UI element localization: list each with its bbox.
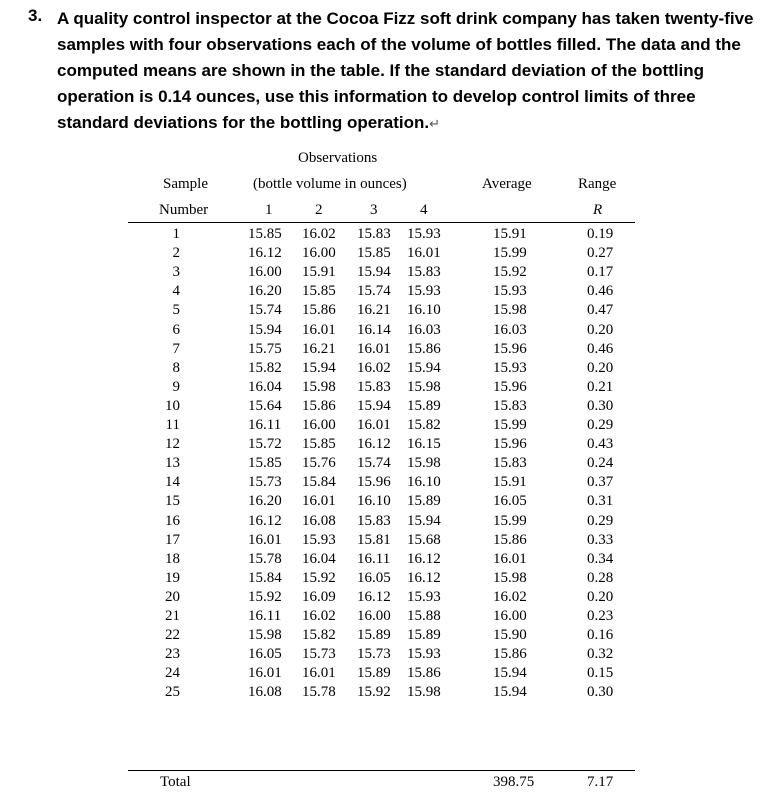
sample-average: 15.98 bbox=[493, 570, 527, 586]
observation-4: 15.82 bbox=[407, 417, 441, 433]
sample-average: 15.83 bbox=[493, 455, 527, 471]
observation-2: 16.09 bbox=[302, 589, 336, 605]
header-obs-3: 3 bbox=[370, 202, 378, 218]
observation-4: 15.68 bbox=[407, 532, 441, 548]
sample-range: 0.37 bbox=[587, 474, 614, 490]
observation-1: 15.92 bbox=[248, 589, 282, 605]
observation-3: 15.85 bbox=[357, 245, 391, 261]
observation-3: 15.89 bbox=[357, 627, 391, 643]
observation-4: 15.94 bbox=[407, 513, 441, 529]
sample-average: 15.91 bbox=[493, 226, 527, 242]
observation-2: 16.01 bbox=[302, 493, 336, 509]
sample-range: 0.30 bbox=[587, 398, 614, 414]
sample-average: 15.99 bbox=[493, 245, 527, 261]
observation-4: 15.89 bbox=[407, 493, 441, 509]
sample-average: 16.03 bbox=[493, 322, 527, 338]
sample-average: 15.96 bbox=[493, 379, 527, 395]
sample-range: 0.27 bbox=[587, 245, 614, 261]
header-rule bbox=[128, 222, 635, 223]
observation-4: 16.12 bbox=[407, 570, 441, 586]
observation-1: 16.11 bbox=[248, 608, 282, 624]
paragraph-mark-icon: ↵ bbox=[429, 116, 441, 131]
total-average: 398.75 bbox=[493, 774, 535, 790]
sample-average: 15.96 bbox=[493, 341, 527, 357]
observation-4: 15.98 bbox=[407, 455, 441, 471]
observation-4: 16.01 bbox=[407, 245, 441, 261]
observation-3: 16.14 bbox=[357, 322, 391, 338]
sample-range: 0.16 bbox=[587, 627, 614, 643]
observation-4: 15.93 bbox=[407, 283, 441, 299]
sample-range: 0.29 bbox=[587, 417, 614, 433]
observation-2: 16.01 bbox=[302, 322, 336, 338]
observation-4: 15.86 bbox=[407, 665, 441, 681]
observation-3: 15.94 bbox=[357, 264, 391, 280]
observation-3: 16.10 bbox=[357, 493, 391, 509]
sample-number: 21 bbox=[165, 608, 180, 624]
observation-4: 15.98 bbox=[407, 684, 441, 700]
sample-range: 0.46 bbox=[587, 341, 614, 357]
sample-range: 0.43 bbox=[587, 436, 614, 452]
sample-number: 25 bbox=[165, 684, 180, 700]
sample-number: 5 bbox=[172, 302, 180, 318]
observation-3: 15.83 bbox=[357, 379, 391, 395]
total-rule bbox=[128, 770, 635, 771]
sample-range: 0.29 bbox=[587, 513, 614, 529]
observation-4: 16.10 bbox=[407, 302, 441, 318]
observation-2: 15.84 bbox=[302, 474, 336, 490]
observation-2: 16.04 bbox=[302, 551, 336, 567]
observation-1: 15.64 bbox=[248, 398, 282, 414]
observation-4: 15.93 bbox=[407, 646, 441, 662]
header-sample: Sample bbox=[163, 176, 208, 192]
sample-number: 7 bbox=[172, 341, 180, 357]
observation-4: 15.88 bbox=[407, 608, 441, 624]
sample-average: 16.02 bbox=[493, 589, 527, 605]
observation-4: 15.89 bbox=[407, 398, 441, 414]
sample-number: 17 bbox=[165, 532, 180, 548]
sample-average: 16.01 bbox=[493, 551, 527, 567]
header-obs-4: 4 bbox=[420, 202, 428, 218]
observation-4: 16.10 bbox=[407, 474, 441, 490]
observation-3: 16.12 bbox=[357, 436, 391, 452]
observation-2: 15.86 bbox=[302, 398, 336, 414]
sample-range: 0.47 bbox=[587, 302, 614, 318]
observation-3: 15.94 bbox=[357, 398, 391, 414]
question-body: A quality control inspector at the Cocoa Fizz soft drink company has taken twenty-five samples with four observations each of the volume of bottles filled. The data and the computed means are shown in the table. If the standard deviation of the bottling operation is 0.14 ounces, use this information to develop control limits of three standard deviations for the bottling operation. bbox=[57, 9, 754, 132]
observation-4: 16.03 bbox=[407, 322, 441, 338]
observation-2: 15.86 bbox=[302, 302, 336, 318]
sample-range: 0.24 bbox=[587, 455, 614, 471]
sample-range: 0.20 bbox=[587, 360, 614, 376]
sample-range: 0.33 bbox=[587, 532, 614, 548]
observation-1: 15.85 bbox=[248, 226, 282, 242]
header-average: Average bbox=[482, 176, 532, 192]
sample-average: 15.93 bbox=[493, 360, 527, 376]
observation-3: 16.12 bbox=[357, 589, 391, 605]
sample-range: 0.20 bbox=[587, 589, 614, 605]
sample-range: 0.31 bbox=[587, 493, 614, 509]
observation-4: 15.93 bbox=[407, 226, 441, 242]
observation-2: 16.00 bbox=[302, 245, 336, 261]
observation-1: 16.01 bbox=[248, 532, 282, 548]
observation-2: 15.91 bbox=[302, 264, 336, 280]
observation-1: 16.05 bbox=[248, 646, 282, 662]
observation-2: 15.98 bbox=[302, 379, 336, 395]
observation-1: 15.74 bbox=[248, 302, 282, 318]
header-obs-1: 1 bbox=[265, 202, 273, 218]
observation-4: 15.86 bbox=[407, 341, 441, 357]
observation-4: 15.89 bbox=[407, 627, 441, 643]
sample-range: 0.17 bbox=[587, 264, 614, 280]
observation-3: 16.01 bbox=[357, 341, 391, 357]
observation-3: 16.21 bbox=[357, 302, 391, 318]
sample-number: 6 bbox=[172, 322, 180, 338]
sample-average: 15.86 bbox=[493, 646, 527, 662]
observation-2: 15.85 bbox=[302, 436, 336, 452]
header-obs-2: 2 bbox=[315, 202, 323, 218]
sample-range: 0.21 bbox=[587, 379, 614, 395]
observation-2: 15.94 bbox=[302, 360, 336, 376]
header-observations: Observations bbox=[298, 150, 378, 166]
observation-2: 16.21 bbox=[302, 341, 336, 357]
observation-1: 15.85 bbox=[248, 455, 282, 471]
sample-number: 4 bbox=[172, 283, 180, 299]
sample-number: 12 bbox=[165, 436, 180, 452]
observation-1: 16.20 bbox=[248, 283, 282, 299]
observation-2: 16.08 bbox=[302, 513, 336, 529]
total-range: 7.17 bbox=[587, 774, 614, 790]
observation-1: 15.75 bbox=[248, 341, 282, 357]
observation-4: 16.15 bbox=[407, 436, 441, 452]
observation-1: 15.78 bbox=[248, 551, 282, 567]
observation-1: 15.98 bbox=[248, 627, 282, 643]
sample-number: 15 bbox=[165, 493, 180, 509]
observation-1: 16.04 bbox=[248, 379, 282, 395]
sample-average: 15.99 bbox=[493, 417, 527, 433]
header-r-symbol: R bbox=[593, 202, 603, 218]
sample-number: 22 bbox=[165, 627, 180, 643]
sample-average: 15.92 bbox=[493, 264, 527, 280]
observation-2: 16.01 bbox=[302, 665, 336, 681]
observation-3: 15.73 bbox=[357, 646, 391, 662]
observation-1: 16.12 bbox=[248, 513, 282, 529]
observation-2: 15.73 bbox=[302, 646, 336, 662]
observation-3: 15.81 bbox=[357, 532, 391, 548]
sample-number: 13 bbox=[165, 455, 180, 471]
observation-3: 15.74 bbox=[357, 283, 391, 299]
sample-number: 16 bbox=[165, 513, 180, 529]
observation-4: 15.83 bbox=[407, 264, 441, 280]
observation-4: 15.94 bbox=[407, 360, 441, 376]
observation-4: 16.12 bbox=[407, 551, 441, 567]
header-range: Range bbox=[578, 176, 617, 192]
observation-3: 15.74 bbox=[357, 455, 391, 471]
observation-2: 15.82 bbox=[302, 627, 336, 643]
sample-number: 2 bbox=[172, 245, 180, 261]
sample-number: 23 bbox=[165, 646, 180, 662]
observation-2: 16.00 bbox=[302, 417, 336, 433]
sample-number: 8 bbox=[172, 360, 180, 376]
sample-number: 14 bbox=[165, 474, 180, 490]
header-bottle-volume: (bottle volume in ounces) bbox=[253, 176, 407, 192]
sample-average: 15.99 bbox=[493, 513, 527, 529]
sample-number: 11 bbox=[165, 417, 180, 433]
sample-range: 0.20 bbox=[587, 322, 614, 338]
observation-2: 15.85 bbox=[302, 283, 336, 299]
total-label: Total bbox=[160, 774, 191, 790]
sample-average: 15.90 bbox=[493, 627, 527, 643]
observation-2: 15.76 bbox=[302, 455, 336, 471]
sample-range: 0.19 bbox=[587, 226, 614, 242]
observation-3: 15.89 bbox=[357, 665, 391, 681]
observation-3: 16.00 bbox=[357, 608, 391, 624]
sample-average: 15.91 bbox=[493, 474, 527, 490]
sample-average: 15.86 bbox=[493, 532, 527, 548]
sample-number: 1 bbox=[172, 226, 180, 242]
observation-4: 15.93 bbox=[407, 589, 441, 605]
sample-range: 0.28 bbox=[587, 570, 614, 586]
sample-number: 10 bbox=[165, 398, 180, 414]
sample-range: 0.30 bbox=[587, 684, 614, 700]
sample-average: 16.05 bbox=[493, 493, 527, 509]
sample-range: 0.32 bbox=[587, 646, 614, 662]
observation-1: 16.11 bbox=[248, 417, 282, 433]
observation-3: 15.83 bbox=[357, 513, 391, 529]
sample-number: 20 bbox=[165, 589, 180, 605]
sample-average: 15.93 bbox=[493, 283, 527, 299]
sample-range: 0.34 bbox=[587, 551, 614, 567]
observation-2: 16.02 bbox=[302, 226, 336, 242]
observation-2: 15.78 bbox=[302, 684, 336, 700]
sample-average: 16.00 bbox=[493, 608, 527, 624]
sample-average: 15.96 bbox=[493, 436, 527, 452]
sample-range: 0.15 bbox=[587, 665, 614, 681]
observation-1: 16.12 bbox=[248, 245, 282, 261]
observation-3: 16.02 bbox=[357, 360, 391, 376]
sample-average: 15.83 bbox=[493, 398, 527, 414]
sample-number: 3 bbox=[172, 264, 180, 280]
observation-1: 16.20 bbox=[248, 493, 282, 509]
sample-number: 18 bbox=[165, 551, 180, 567]
sample-number: 9 bbox=[172, 379, 180, 395]
observation-3: 16.05 bbox=[357, 570, 391, 586]
sample-number: 19 bbox=[165, 570, 180, 586]
observation-2: 15.93 bbox=[302, 532, 336, 548]
observation-2: 16.02 bbox=[302, 608, 336, 624]
header-number: Number bbox=[159, 202, 209, 218]
question-number: 3. bbox=[28, 6, 43, 25]
observation-1: 16.08 bbox=[248, 684, 282, 700]
observation-2: 15.92 bbox=[302, 570, 336, 586]
observation-1: 15.73 bbox=[248, 474, 282, 490]
observation-1: 15.94 bbox=[248, 322, 282, 338]
observation-1: 15.82 bbox=[248, 360, 282, 376]
sample-range: 0.46 bbox=[587, 283, 614, 299]
observation-1: 15.72 bbox=[248, 436, 282, 452]
observation-3: 16.01 bbox=[357, 417, 391, 433]
observation-1: 16.00 bbox=[248, 264, 282, 280]
sample-average: 15.94 bbox=[493, 684, 527, 700]
sample-range: 0.23 bbox=[587, 608, 614, 624]
observation-3: 16.11 bbox=[357, 551, 391, 567]
sample-average: 15.94 bbox=[493, 665, 527, 681]
observation-1: 15.84 bbox=[248, 570, 282, 586]
observation-3: 15.96 bbox=[357, 474, 391, 490]
observation-4: 15.98 bbox=[407, 379, 441, 395]
observation-3: 15.83 bbox=[357, 226, 391, 242]
observation-3: 15.92 bbox=[357, 684, 391, 700]
observation-1: 16.01 bbox=[248, 665, 282, 681]
sample-average: 15.98 bbox=[493, 302, 527, 318]
sample-number: 24 bbox=[165, 665, 180, 681]
